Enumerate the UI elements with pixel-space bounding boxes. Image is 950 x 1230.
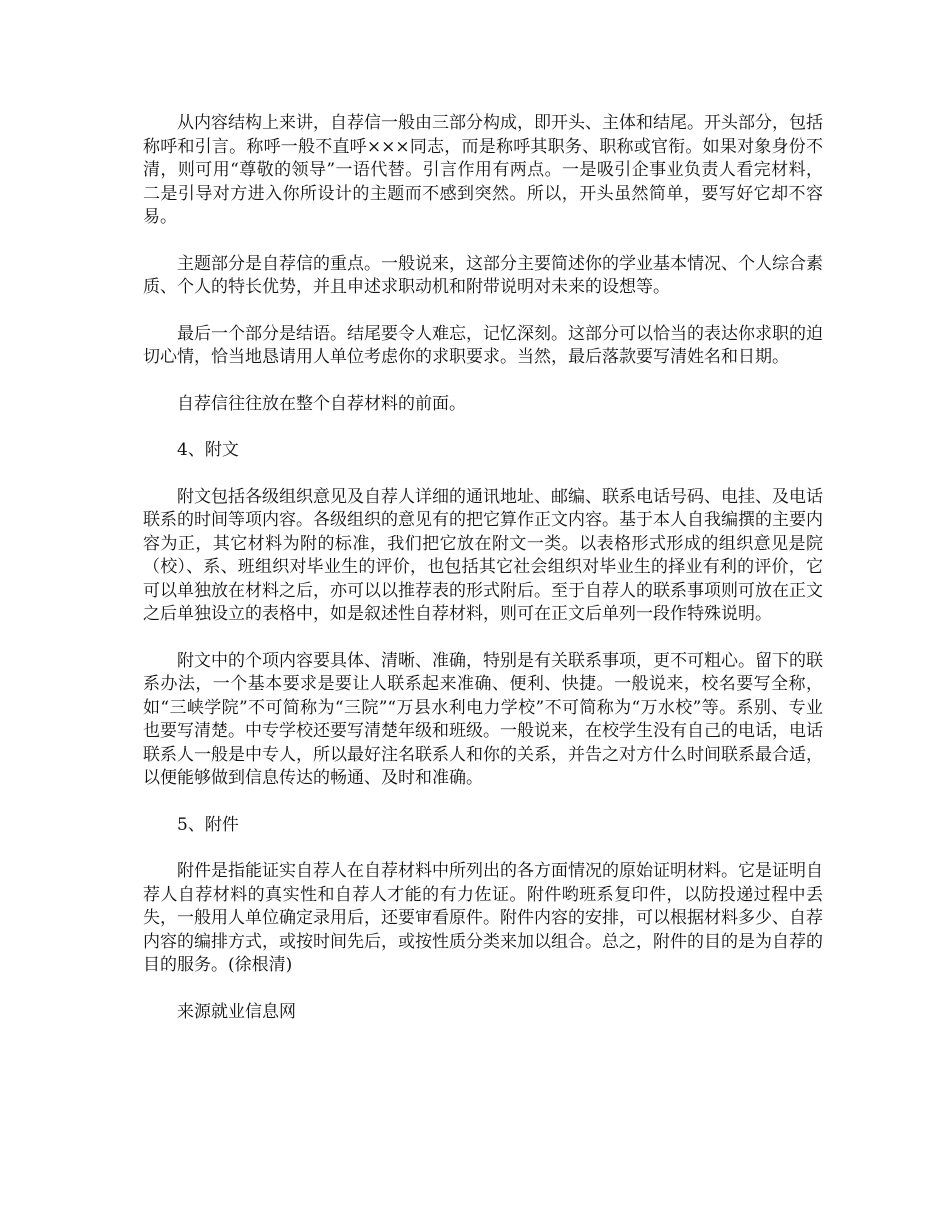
paragraph-structure: 从内容结构上来讲，自荐信一般由三部分构成，即开头、主体和结尾。开头部分，包括称呼和引言。称呼一般不直呼×××同志，而是称呼其职务、职称或官衔。如果对象身份不清，则可用“尊敬的领导”一语代替。引言作用有两点。一是吸引企事业负责人看完材料，二是引导对方进入你所设计的主题而不感到突然。所以，开头虽然简单，要写好它却不容易。 <box>143 113 823 227</box>
paragraph-appendix-details: 附文中的个项内容要具体、清晰、准确，特别是有关联系事项，更不可粗心。留下的联系办法，一个基本要求是要让人联系起来准确、便利、快捷。一般说来，校名要写全称，如“三峡学院”不可简称为“三院”“万县水利电力学校”不可简称为“万水校”等。系别、专业也要写清楚。中专学校还要写清楚年级和班级。一般说来，在校学生没有自己的电话，电话联系人一般是中专人，所以最好注名联系人和你的关系，并告之对方什么时间联系最合适，以便能够做到信息传达的畅通、及时和准确。 <box>143 650 823 788</box>
document-body <box>143 112 823 1047</box>
paragraph-placement: 自荐信往往放在整个自荐材料的前面。 <box>177 393 466 414</box>
section-heading-attachments: 5、附件 <box>177 814 239 835</box>
section-heading-appendix-text: 4、附文 <box>177 440 239 460</box>
paragraph-main-body: 主题部分是自荐信的重点。一般说来，这部分主要简述你的学业基本情况、个人综合素质、个人的特长优势，并且申述求职动机和附带说明对未来的设想等。 <box>143 253 823 297</box>
paragraph-attachments: 附件是指能证实自荐人在自荐材料中所列出的各方面情况的原始证明材料。它是证明自荐人自荐材料的真实性和自荐人才能的有力佐证。附件哟班系复印件，以防投递过程中丢失，一般用人单位确定录用后，还要审看原件。附件内容的安排，可以根据材料多少、自荐内容的编排方式，或按时间先后，或按性质分类来加以组合。总之，附件的目的是为自荐的目的服务。(徐根清) <box>143 861 823 975</box>
source-line: 来源就业信息网 <box>177 1001 296 1022</box>
paragraph-appendix-contents: 附文包括各级组织意见及自荐人详细的通讯地址、邮编、联系电话号码、电挂、及电话联系的时间等项内容。各级组织的意见有的把它算作正文内容。基于本人自我编撰的主要内容为正，其它材料为附的标准，我们把它放在附文一类。以表格形式形成的组织意见是院（校）、系、班组织对毕业生的评价，也包括其它社会组织对毕业生的择业有利的评价，它可以单独放在材料之后，亦可以以推荐表的形式附后。至于自荐人的联系事项则可放在正文之后单独设立的表格中，如是叙述性自荐材料，则可在正文后单列一段作特殊说明。 <box>143 486 823 624</box>
paragraph-conclusion: 最后一个部分是结语。结尾要令人难忘，记忆深刻。这部分可以恰当的表达你求职的迫切心情，恰当地恳请用人单位考虑你的求职要求。当然，最后落款要写清姓名和日期。 <box>143 323 823 367</box>
